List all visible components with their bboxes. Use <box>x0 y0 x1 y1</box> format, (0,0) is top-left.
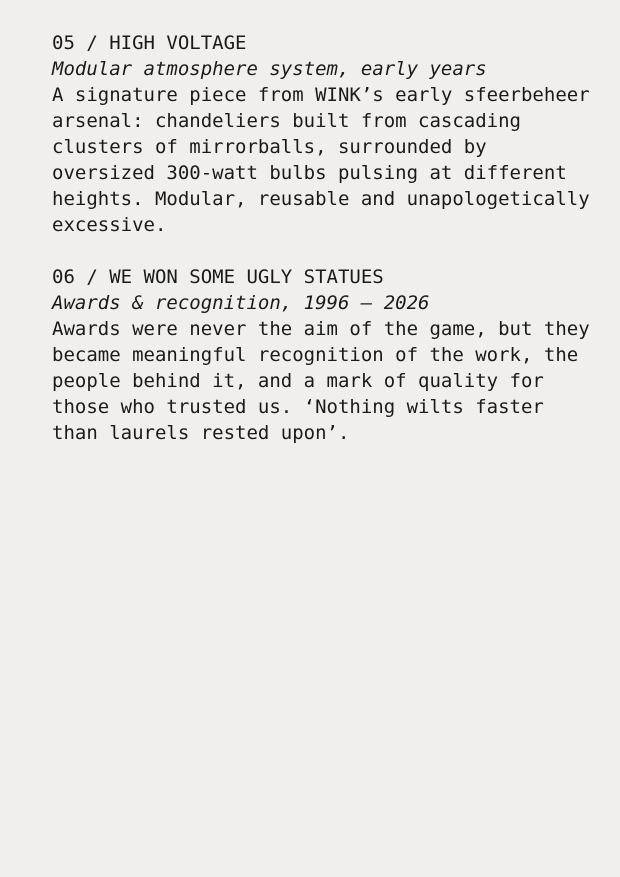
section-high-voltage <box>52 30 600 238</box>
section-ugly-statues <box>52 264 600 446</box>
section-subtitle: Modular atmosphere system, early years <box>52 58 487 80</box>
section-body: Awards were never the aim of the game, but they became meaningful recognition of the work, the people behind it, and a mark of quality for those who trusted us. ‘Nothing wilts faster than laurels rested upon’. <box>52 318 590 444</box>
section-subtitle: Awards & recognition, 1996 – 2026 <box>52 292 430 314</box>
section-title: 06 / WE WON SOME UGLY STATUES <box>52 266 384 288</box>
section-title: 05 / HIGH VOLTAGE <box>52 32 247 54</box>
section-body: A signature piece from WINK’s early sfeerbeheer arsenal: chandeliers built from cascading clusters of mirrorballs, surrounded by oversized 300-watt bulbs pulsing at different heights. Modular, reusable and unapologetically excessive. <box>52 84 590 236</box>
